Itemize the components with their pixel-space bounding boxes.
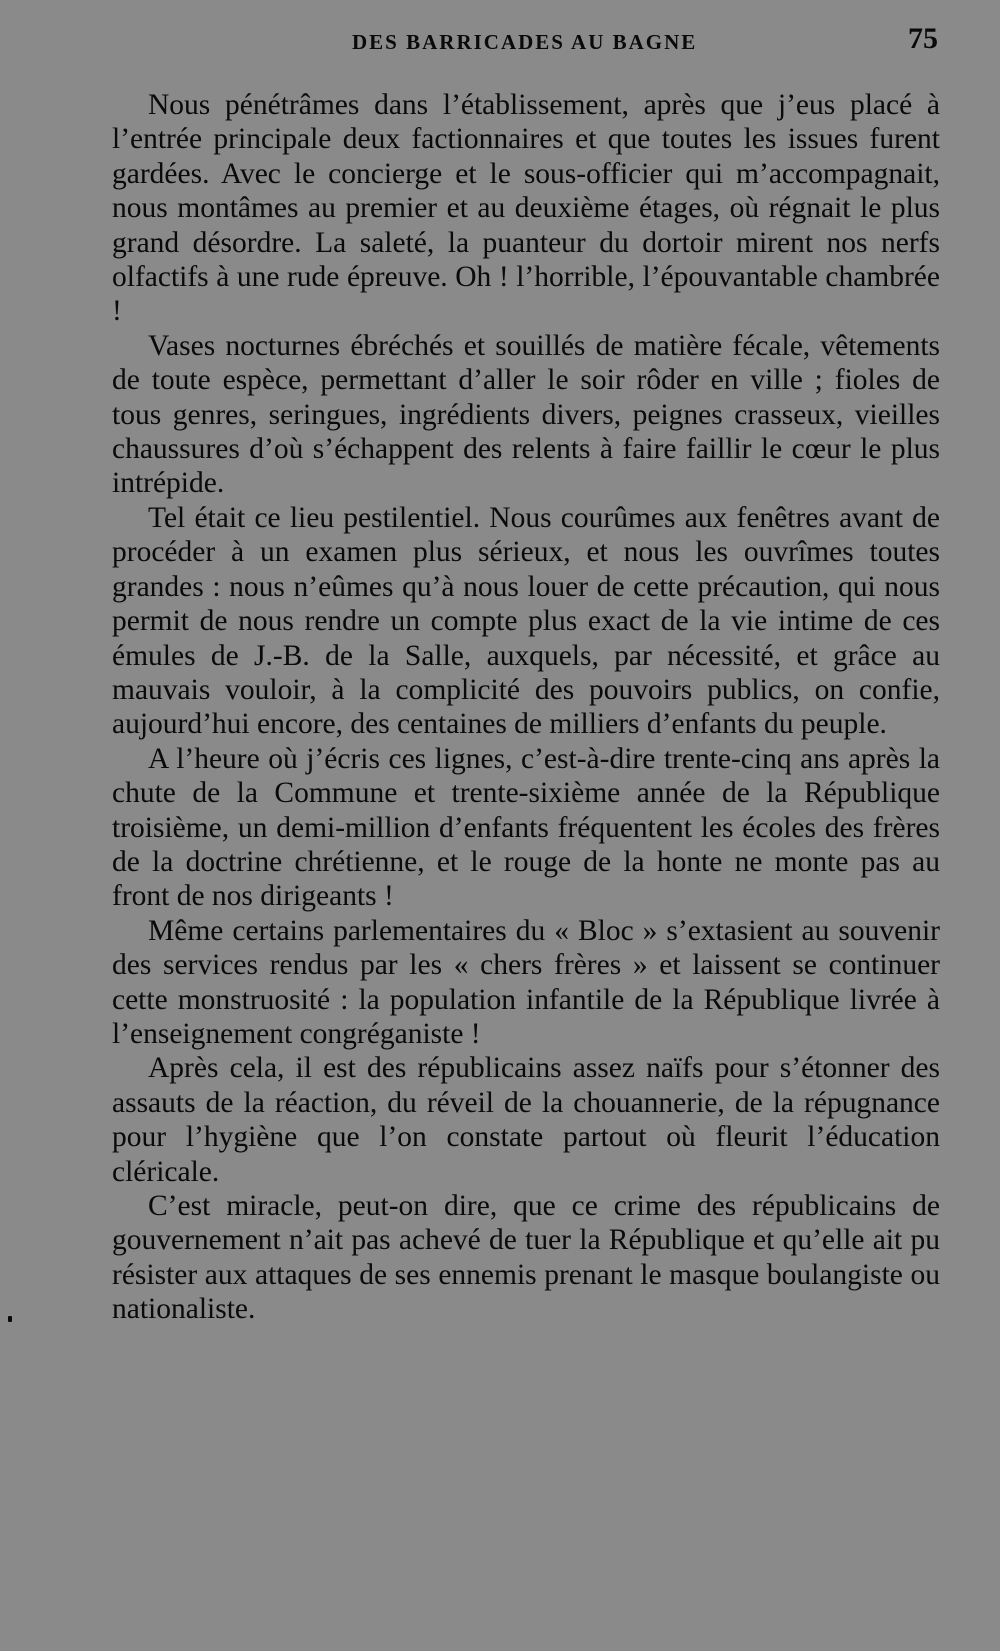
page-header [112,22,940,62]
paragraph: Même certains parlementaires du « Bloc » s’extasient au souvenir des services rendus par les « chers frères » et laissent se continuer cette monstruosité : la population infantile de la République livrée à l’enseignement congréganiste ! [112,914,940,1050]
paragraph: Tel était ce lieu pestilentiel. Nous courûmes aux fenêtres avant de procéder à un examen plus sérieux, et nous les ouvrîmes toutes grandes : nous n’eûmes qu’à nous louer de cette précaution, qui nous permit de nous rendre un compte plus exact de la vie intime de ces émules de J.-B. de la Salle, auxquels, par nécessité, et grâce au mauvais vouloir, à la complicité des pouvoirs publics, on confie, aujourd’hui encore, des centaines de milliers d’enfants du peuple. [112,501,940,741]
paragraph: Après cela, il est des républicains assez naïfs pour s’étonner des assauts de la réaction, du réveil de la chouannerie, de la répugnance pour l’hygiène que l’on constate partout où fleurit l’éducation cléricale. [112,1052,940,1188]
page-number: 75 [908,22,938,55]
running-title: DES BARRICADES AU BAGNE [352,30,698,54]
paragraph: Nous pénétrâmes dans l’établissement, après que j’eus placé à l’entrée principale deux factionnaires et que toutes les issues furent gardées. Avec le concierge et le sous-officier qui m’accompagnait, nous montâmes au premier et au deuxième étages, où régnait le plus grand désordre. La saleté, la puanteur du dortoir mirent nos nerfs olfactifs à une rude épreuve. Oh ! l’horrible, l’épouvantable chambrée ! [112,89,940,328]
body-text [112,88,940,1327]
paragraph: C’est miracle, peut-on dire, que ce crime des républicains de gouvernement n’ait pas achevé de tuer la République et qu’elle ait pu résister aux attaques de ses ennemis prenant le masque boulangiste ou nationaliste. [112,1190,940,1326]
paragraph: Vases nocturnes ébréchés et souillés de matière fécale, vêtements de toute espèce, permettant d’aller le soir rôder en ville ; fioles de tous genres, seringues, ingrédients divers, peignes crasseux, vieilles chaussures d’où s’échappent des relents à faire faillir le cœur le plus intrépide. [112,329,940,500]
paragraph: A l’heure où j’écris ces lignes, c’est-à-dire trente-cinq ans après la chute de la Commune et trente-sixième année de la République troisième, un demi-million d’enfants fréquentent les écoles des frères de la doctrine chrétienne, et le rouge de la honte ne monte pas au front de nos dirigeants ! [112,742,940,913]
margin-speck [8,1316,12,1322]
